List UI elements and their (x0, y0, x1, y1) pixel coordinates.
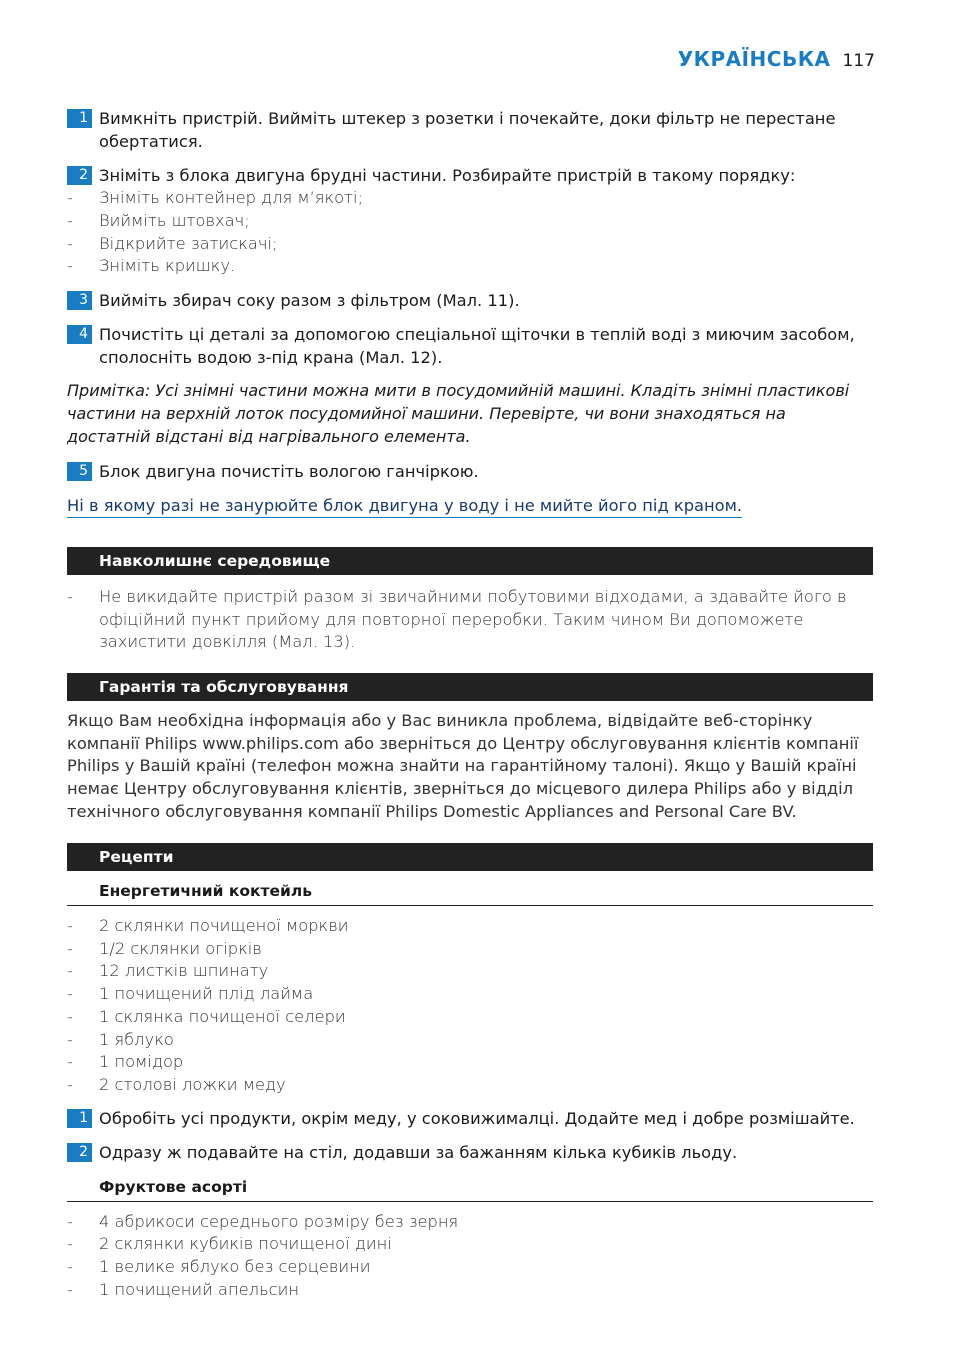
environment-item: - Не викидайте пристрій разом зі звичайними побутовими відходами, а здавайте його в офіційний пункт прийому для повторної переробки. Таким чином Ви допоможете захистити довкілля (Мал. 13). (67, 587, 847, 651)
list-item: - 1 почищений плід лайма (67, 984, 314, 1003)
recipe-fruit-title: Фруктове асорті (67, 1176, 873, 1202)
list-item: - 1/2 склянки огірків (67, 939, 262, 958)
list-item: - 2 склянки почищеної моркви (67, 916, 349, 935)
step-text: Одразу ж подавайте на стіл, додавши за бажанням кілька кубиків льоду. (99, 1143, 738, 1162)
list-item: - Зніміть кришку. (67, 256, 236, 275)
guarantee-text: Якщо Вам необхідна інформація або у Вас виникла проблема, відвідайте веб-сторінку компанії Philips www.philips.com або зверніться до Центру обслуговування клієнтів компанії Philips у Вашій країні (телефон можна знайти на гарантійному талоні). Якщо у Вашій країні немає Центру обслуговування клієнтів, зверніться до місцевого дилера Philips або у відділ технічного обслуговування компанії Philips Domestic Appliances and Personal Care BV. (67, 711, 859, 821)
step-number: 1 (67, 109, 92, 128)
recipe-energy-title: Енергетичний коктейль (67, 880, 873, 906)
section-guarantee: Гарантія та обслуговування (67, 673, 873, 701)
list-item: - 2 склянки кубиків почищеної дині (67, 1234, 392, 1253)
cleaning-step-4 (67, 324, 873, 369)
list-item: - 12 листків шпинату (67, 961, 269, 980)
page-header (678, 47, 875, 71)
cleaning-note: Примітка: Усі знімні частини можна мити в посудомийній машині. Кладіть знімні пластикові частини на верхній лоток посудомийної машини. Перевірте, чи вони знаходяться на достатній відстані від нагрівального елемента. (67, 381, 850, 446)
step-number: 3 (67, 291, 92, 310)
list-item: - 1 почищений апельсин (67, 1280, 300, 1299)
recipe-step-1 (67, 1108, 873, 1131)
step-text: Зніміть з блока двигуна брудні частини. Розбирайте пристрій в такому порядку: (99, 166, 796, 185)
list-item: - Зніміть контейнер для м’якоті; (67, 188, 364, 207)
section-recipes: Рецепти (67, 843, 873, 871)
cleaning-step-1 (67, 108, 873, 153)
section-environment: Навколишнє середовище (67, 547, 873, 575)
step-number: 2 (67, 1143, 92, 1162)
language-title: УКРАЇНСЬКА (677, 47, 831, 71)
list-item: - Відкрийте затискачі; (67, 234, 278, 253)
step-number: 1 (67, 1109, 92, 1128)
step-text: Вийміть збирач соку разом з фільтром (Мал. 11). (99, 291, 520, 310)
cleaning-step-2 (67, 165, 873, 188)
step-text: Вимкніть пристрій. Вийміть штекер з розетки і почекайте, доки фільтр не перестане обертатися. (99, 109, 836, 151)
step-number: 5 (67, 462, 92, 481)
step-text: Почистіть ці деталі за допомогою спеціальної щіточки в теплій воді з миючим засобом, сполосніть водою з-під крана (Мал. 12). (99, 325, 855, 367)
list-item: - 1 помідор (67, 1052, 184, 1071)
list-item: - 1 велике яблуко без серцевини (67, 1257, 371, 1276)
cleaning-step-5 (67, 461, 873, 484)
step-number: 4 (67, 325, 92, 344)
step-number: 2 (67, 166, 92, 185)
warning-text: Ні в якому разі не занурюйте блок двигуна у воду і не мийте його під краном. (67, 495, 873, 517)
step-text: Обробіть усі продукти, окрім меду, у соковижималці. Додайте мед і добре розмішайте. (99, 1109, 855, 1128)
list-item: - 1 склянка почищеної селери (67, 1007, 346, 1026)
list-item: - Вийміть штовхач; (67, 211, 250, 230)
list-item: - 1 яблуко (67, 1030, 174, 1049)
recipe-step-2 (67, 1142, 873, 1165)
cleaning-step-3 (67, 290, 873, 313)
step-text: Блок двигуна почистіть вологою ганчіркою. (99, 462, 479, 481)
page-number: 117 (842, 51, 875, 71)
list-item: - 4 абрикоси середнього розміру без зерня (67, 1212, 459, 1231)
list-item: - 2 столові ложки меду (67, 1075, 286, 1094)
